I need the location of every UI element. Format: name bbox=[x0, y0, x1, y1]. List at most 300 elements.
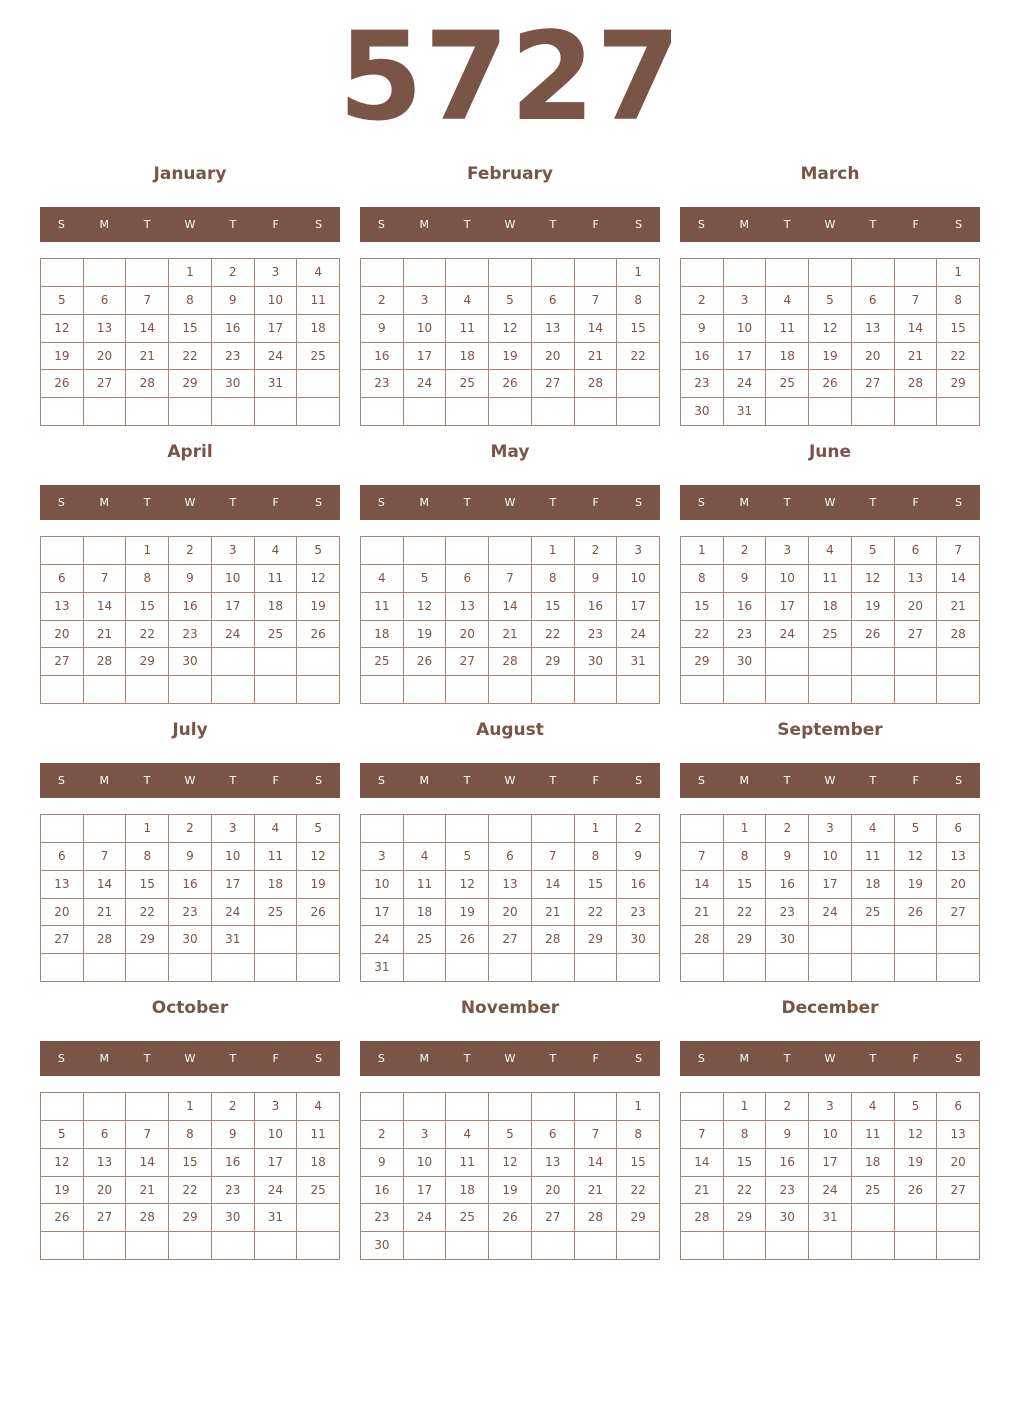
day-cell: 20 bbox=[937, 871, 980, 899]
day-cell: 2 bbox=[724, 537, 767, 565]
day-cell: 6 bbox=[446, 565, 489, 593]
empty-cell bbox=[126, 1232, 169, 1260]
empty-cell bbox=[297, 1204, 340, 1232]
day-cell: 24 bbox=[255, 343, 298, 371]
day-cell: 31 bbox=[212, 926, 255, 954]
empty-cell bbox=[681, 815, 724, 843]
day-cell: 20 bbox=[937, 1149, 980, 1177]
month-title: September bbox=[777, 720, 883, 740]
day-cell: 1 bbox=[937, 259, 980, 287]
empty-cell bbox=[41, 537, 84, 565]
day-cell: 18 bbox=[852, 1149, 895, 1177]
day-cell: 22 bbox=[724, 1177, 767, 1205]
weekday-label: T bbox=[549, 774, 557, 787]
day-cell: 13 bbox=[937, 843, 980, 871]
empty-cell bbox=[532, 1232, 575, 1260]
day-cell: 27 bbox=[532, 1204, 575, 1232]
day-cell: 24 bbox=[404, 1204, 447, 1232]
day-cell: 26 bbox=[41, 370, 84, 398]
day-cell: 12 bbox=[809, 315, 852, 343]
day-cell: 29 bbox=[724, 926, 767, 954]
empty-cell bbox=[361, 815, 404, 843]
empty-cell bbox=[41, 676, 84, 704]
empty-cell bbox=[446, 815, 489, 843]
day-cell: 4 bbox=[255, 815, 298, 843]
day-cell: 4 bbox=[446, 287, 489, 315]
day-cell: 12 bbox=[297, 843, 340, 871]
month-title: July bbox=[172, 720, 208, 740]
day-cell: 3 bbox=[212, 537, 255, 565]
empty-cell bbox=[852, 926, 895, 954]
weekday-label: S bbox=[377, 1052, 385, 1065]
weekday-label: S bbox=[635, 1052, 643, 1065]
day-cell: 27 bbox=[852, 370, 895, 398]
day-cell: 15 bbox=[937, 315, 980, 343]
empty-cell bbox=[489, 537, 532, 565]
day-cell: 26 bbox=[895, 1177, 938, 1205]
day-cell: 12 bbox=[489, 1149, 532, 1177]
day-cell: 26 bbox=[297, 899, 340, 927]
day-cell: 7 bbox=[575, 287, 618, 315]
empty-cell bbox=[297, 648, 340, 676]
empty-cell bbox=[169, 954, 212, 982]
empty-cell bbox=[404, 676, 447, 704]
empty-cell bbox=[297, 370, 340, 398]
weekday-label: W bbox=[504, 496, 516, 509]
empty-cell bbox=[852, 1232, 895, 1260]
day-cell: 20 bbox=[852, 343, 895, 371]
day-cell: 13 bbox=[41, 593, 84, 621]
weekday-label: T bbox=[549, 496, 557, 509]
weekday-label: W bbox=[184, 774, 196, 787]
day-cell: 23 bbox=[361, 1204, 404, 1232]
empty-cell bbox=[617, 676, 660, 704]
weekday-label: S bbox=[57, 774, 65, 787]
empty-cell bbox=[212, 1232, 255, 1260]
weekday-label: T bbox=[143, 1052, 151, 1065]
day-cell: 11 bbox=[852, 843, 895, 871]
day-cell: 30 bbox=[681, 398, 724, 426]
day-cell: 9 bbox=[169, 843, 212, 871]
day-cell: 20 bbox=[532, 1177, 575, 1205]
day-cell: 6 bbox=[41, 565, 84, 593]
empty-cell bbox=[212, 954, 255, 982]
empty-cell bbox=[404, 1232, 447, 1260]
day-cell: 30 bbox=[212, 1204, 255, 1232]
day-cell: 5 bbox=[895, 1093, 938, 1121]
day-cell: 9 bbox=[361, 315, 404, 343]
weekday-label: F bbox=[592, 218, 599, 231]
empty-cell bbox=[255, 1232, 298, 1260]
day-cell: 29 bbox=[126, 926, 169, 954]
empty-cell bbox=[84, 815, 127, 843]
weekday-label: F bbox=[592, 1052, 599, 1065]
day-cell: 8 bbox=[126, 565, 169, 593]
empty-cell bbox=[724, 259, 767, 287]
day-cell: 1 bbox=[126, 537, 169, 565]
day-cell: 2 bbox=[169, 537, 212, 565]
day-cell: 24 bbox=[809, 1177, 852, 1205]
day-cell: 22 bbox=[681, 621, 724, 649]
day-cell: 19 bbox=[41, 343, 84, 371]
day-cell: 20 bbox=[84, 1177, 127, 1205]
weekday-label: T bbox=[783, 1052, 791, 1065]
empty-cell bbox=[361, 259, 404, 287]
weekday-label: M bbox=[739, 496, 750, 509]
day-cell: 27 bbox=[41, 648, 84, 676]
weekday-label: S bbox=[635, 218, 643, 231]
day-cell: 18 bbox=[297, 1149, 340, 1177]
day-cell: 31 bbox=[255, 370, 298, 398]
day-cell: 19 bbox=[446, 899, 489, 927]
day-cell: 15 bbox=[575, 871, 618, 899]
day-cell: 15 bbox=[681, 593, 724, 621]
day-cell: 10 bbox=[255, 287, 298, 315]
empty-cell bbox=[766, 676, 809, 704]
day-cell: 5 bbox=[41, 287, 84, 315]
day-cell: 9 bbox=[766, 1121, 809, 1149]
day-cell: 23 bbox=[681, 370, 724, 398]
day-cell: 2 bbox=[361, 287, 404, 315]
day-cell: 14 bbox=[532, 871, 575, 899]
day-cell: 28 bbox=[126, 370, 169, 398]
day-cell: 9 bbox=[681, 315, 724, 343]
empty-cell bbox=[297, 926, 340, 954]
day-cell: 12 bbox=[852, 565, 895, 593]
day-cell: 4 bbox=[297, 259, 340, 287]
day-cell: 21 bbox=[937, 593, 980, 621]
empty-cell bbox=[404, 537, 447, 565]
weekday-label: F bbox=[592, 496, 599, 509]
day-cell: 30 bbox=[766, 1204, 809, 1232]
day-cell: 9 bbox=[361, 1149, 404, 1177]
weekday-label: W bbox=[824, 218, 836, 231]
empty-cell bbox=[446, 676, 489, 704]
day-cell: 22 bbox=[617, 1177, 660, 1205]
day-cell: 12 bbox=[895, 1121, 938, 1149]
empty-cell bbox=[41, 954, 84, 982]
empty-cell bbox=[489, 1093, 532, 1121]
empty-cell bbox=[255, 648, 298, 676]
day-cell: 15 bbox=[126, 871, 169, 899]
empty-cell bbox=[809, 676, 852, 704]
weekday-label: S bbox=[697, 774, 705, 787]
day-cell: 15 bbox=[169, 315, 212, 343]
weekday-label: S bbox=[315, 218, 323, 231]
day-cell: 7 bbox=[84, 843, 127, 871]
day-cell: 25 bbox=[446, 1204, 489, 1232]
weekday-label: T bbox=[869, 774, 877, 787]
empty-cell bbox=[41, 1232, 84, 1260]
day-cell: 24 bbox=[404, 370, 447, 398]
day-cell: 6 bbox=[532, 1121, 575, 1149]
day-cell: 21 bbox=[575, 1177, 618, 1205]
empty-cell bbox=[895, 954, 938, 982]
day-cell: 21 bbox=[84, 621, 127, 649]
empty-cell bbox=[41, 1093, 84, 1121]
weekday-label: T bbox=[869, 1052, 877, 1065]
month-title: December bbox=[781, 998, 879, 1018]
day-cell: 17 bbox=[212, 871, 255, 899]
day-cell: 13 bbox=[41, 871, 84, 899]
weekday-label: T bbox=[143, 774, 151, 787]
day-cell: 3 bbox=[255, 1093, 298, 1121]
weekday-label: S bbox=[955, 496, 963, 509]
day-cell: 4 bbox=[446, 1121, 489, 1149]
weekday-label: F bbox=[912, 774, 919, 787]
weekday-label: F bbox=[272, 1052, 279, 1065]
day-cell: 19 bbox=[297, 871, 340, 899]
day-cell: 22 bbox=[169, 343, 212, 371]
empty-cell bbox=[404, 259, 447, 287]
day-cell: 31 bbox=[617, 648, 660, 676]
empty-cell bbox=[84, 954, 127, 982]
day-cell: 25 bbox=[446, 370, 489, 398]
weekday-label: S bbox=[635, 774, 643, 787]
day-cell: 18 bbox=[852, 871, 895, 899]
day-cell: 4 bbox=[852, 1093, 895, 1121]
day-cell: 14 bbox=[84, 871, 127, 899]
day-cell: 14 bbox=[575, 315, 618, 343]
day-cell: 21 bbox=[126, 1177, 169, 1205]
day-cell: 2 bbox=[575, 537, 618, 565]
day-cell: 5 bbox=[852, 537, 895, 565]
day-cell: 16 bbox=[766, 1149, 809, 1177]
empty-cell bbox=[617, 1232, 660, 1260]
day-cell: 24 bbox=[361, 926, 404, 954]
empty-cell bbox=[126, 1093, 169, 1121]
day-cell: 26 bbox=[895, 899, 938, 927]
day-cell: 26 bbox=[41, 1204, 84, 1232]
day-cell: 7 bbox=[489, 565, 532, 593]
weekday-label: F bbox=[912, 218, 919, 231]
day-cell: 17 bbox=[255, 315, 298, 343]
empty-cell bbox=[255, 676, 298, 704]
day-cell: 16 bbox=[361, 1177, 404, 1205]
day-cell: 30 bbox=[617, 926, 660, 954]
day-cell: 9 bbox=[212, 1121, 255, 1149]
day-cell: 31 bbox=[361, 954, 404, 982]
weekday-label: T bbox=[143, 496, 151, 509]
day-cell: 16 bbox=[617, 871, 660, 899]
weekday-header bbox=[40, 207, 340, 242]
weekday-label: S bbox=[315, 496, 323, 509]
day-cell: 16 bbox=[724, 593, 767, 621]
empty-cell bbox=[126, 676, 169, 704]
day-cell: 28 bbox=[937, 621, 980, 649]
day-cell: 28 bbox=[84, 648, 127, 676]
day-cell: 31 bbox=[255, 1204, 298, 1232]
day-cell: 19 bbox=[895, 871, 938, 899]
weekday-label: M bbox=[99, 496, 110, 509]
weekday-label: M bbox=[739, 1052, 750, 1065]
empty-cell bbox=[169, 398, 212, 426]
day-cell: 16 bbox=[212, 1149, 255, 1177]
day-cell: 1 bbox=[169, 259, 212, 287]
month-title: June bbox=[808, 442, 852, 462]
empty-cell bbox=[575, 1093, 618, 1121]
day-cell: 27 bbox=[489, 926, 532, 954]
day-cell: 27 bbox=[895, 621, 938, 649]
weekday-header bbox=[680, 207, 980, 242]
empty-cell bbox=[681, 1093, 724, 1121]
day-cell: 27 bbox=[41, 926, 84, 954]
empty-cell bbox=[724, 676, 767, 704]
day-cell: 17 bbox=[809, 871, 852, 899]
day-cell: 24 bbox=[617, 621, 660, 649]
day-cell: 28 bbox=[575, 1204, 618, 1232]
day-cell: 30 bbox=[361, 1232, 404, 1260]
weekday-label: S bbox=[315, 774, 323, 787]
day-cell: 25 bbox=[404, 926, 447, 954]
day-cell: 13 bbox=[446, 593, 489, 621]
day-cell: 9 bbox=[617, 843, 660, 871]
day-cell: 18 bbox=[809, 593, 852, 621]
empty-cell bbox=[361, 537, 404, 565]
weekday-label: F bbox=[272, 496, 279, 509]
day-cell: 6 bbox=[84, 287, 127, 315]
day-cell: 20 bbox=[489, 899, 532, 927]
day-cell: 26 bbox=[489, 1204, 532, 1232]
weekday-label: W bbox=[824, 496, 836, 509]
day-cell: 1 bbox=[724, 1093, 767, 1121]
day-cell: 18 bbox=[446, 343, 489, 371]
day-cell: 22 bbox=[575, 899, 618, 927]
day-cell: 29 bbox=[126, 648, 169, 676]
weekday-label: T bbox=[869, 496, 877, 509]
day-cell: 25 bbox=[361, 648, 404, 676]
day-cell: 26 bbox=[852, 621, 895, 649]
weekday-header bbox=[40, 1041, 340, 1076]
day-cell: 25 bbox=[766, 370, 809, 398]
day-cell: 21 bbox=[895, 343, 938, 371]
day-cell: 25 bbox=[852, 1177, 895, 1205]
empty-cell bbox=[766, 954, 809, 982]
day-cell: 9 bbox=[724, 565, 767, 593]
day-cell: 2 bbox=[212, 259, 255, 287]
day-cell: 6 bbox=[489, 843, 532, 871]
weekday-label: T bbox=[463, 218, 471, 231]
empty-cell bbox=[255, 926, 298, 954]
day-cell: 12 bbox=[297, 565, 340, 593]
day-cell: 1 bbox=[126, 815, 169, 843]
empty-cell bbox=[681, 954, 724, 982]
weekday-header bbox=[360, 485, 660, 520]
empty-cell bbox=[361, 676, 404, 704]
day-cell: 17 bbox=[766, 593, 809, 621]
day-cell: 19 bbox=[489, 1177, 532, 1205]
empty-cell bbox=[404, 954, 447, 982]
day-cell: 20 bbox=[41, 621, 84, 649]
day-cell: 10 bbox=[724, 315, 767, 343]
day-cell: 15 bbox=[724, 871, 767, 899]
weekday-header bbox=[680, 1041, 980, 1076]
day-cell: 3 bbox=[617, 537, 660, 565]
day-cell: 31 bbox=[724, 398, 767, 426]
day-cell: 10 bbox=[212, 843, 255, 871]
month-title: January bbox=[153, 164, 227, 184]
weekday-header bbox=[680, 485, 980, 520]
day-cell: 3 bbox=[404, 1121, 447, 1149]
day-cell: 14 bbox=[575, 1149, 618, 1177]
weekday-label: W bbox=[824, 1052, 836, 1065]
empty-cell bbox=[361, 1093, 404, 1121]
empty-cell bbox=[809, 954, 852, 982]
day-cell: 18 bbox=[255, 871, 298, 899]
day-cell: 6 bbox=[895, 537, 938, 565]
weekday-label: T bbox=[229, 218, 237, 231]
weekday-label: S bbox=[955, 774, 963, 787]
weekday-label: F bbox=[592, 774, 599, 787]
day-cell: 10 bbox=[617, 565, 660, 593]
empty-cell bbox=[809, 398, 852, 426]
empty-cell bbox=[84, 1093, 127, 1121]
day-cell: 22 bbox=[532, 621, 575, 649]
empty-cell bbox=[84, 537, 127, 565]
day-cell: 17 bbox=[724, 343, 767, 371]
day-cell: 3 bbox=[212, 815, 255, 843]
day-cell: 11 bbox=[255, 843, 298, 871]
month-title: April bbox=[167, 442, 213, 462]
day-cell: 14 bbox=[937, 565, 980, 593]
day-cell: 10 bbox=[404, 315, 447, 343]
day-cell: 11 bbox=[766, 315, 809, 343]
empty-cell bbox=[937, 954, 980, 982]
day-cell: 19 bbox=[895, 1149, 938, 1177]
day-cell: 8 bbox=[532, 565, 575, 593]
day-cell: 20 bbox=[84, 343, 127, 371]
day-cell: 6 bbox=[852, 287, 895, 315]
day-cell: 2 bbox=[617, 815, 660, 843]
empty-cell bbox=[895, 676, 938, 704]
day-cell: 25 bbox=[297, 1177, 340, 1205]
day-cell: 28 bbox=[489, 648, 532, 676]
day-grid bbox=[40, 1092, 340, 1260]
weekday-label: S bbox=[57, 1052, 65, 1065]
day-cell: 15 bbox=[126, 593, 169, 621]
day-cell: 9 bbox=[766, 843, 809, 871]
day-cell: 8 bbox=[617, 287, 660, 315]
day-cell: 23 bbox=[212, 1177, 255, 1205]
weekday-label: M bbox=[99, 218, 110, 231]
day-cell: 3 bbox=[809, 815, 852, 843]
day-cell: 8 bbox=[937, 287, 980, 315]
day-cell: 23 bbox=[575, 621, 618, 649]
day-cell: 1 bbox=[724, 815, 767, 843]
day-cell: 13 bbox=[532, 315, 575, 343]
empty-cell bbox=[617, 954, 660, 982]
empty-cell bbox=[575, 398, 618, 426]
day-cell: 11 bbox=[297, 1121, 340, 1149]
day-cell: 16 bbox=[361, 343, 404, 371]
empty-cell bbox=[937, 926, 980, 954]
weekday-label: W bbox=[184, 496, 196, 509]
empty-cell bbox=[937, 1204, 980, 1232]
weekday-label: W bbox=[824, 774, 836, 787]
weekday-label: T bbox=[549, 1052, 557, 1065]
day-cell: 27 bbox=[446, 648, 489, 676]
empty-cell bbox=[41, 398, 84, 426]
day-cell: 12 bbox=[41, 315, 84, 343]
day-cell: 22 bbox=[169, 1177, 212, 1205]
day-cell: 19 bbox=[489, 343, 532, 371]
day-cell: 12 bbox=[404, 593, 447, 621]
day-cell: 18 bbox=[255, 593, 298, 621]
weekday-label: T bbox=[869, 218, 877, 231]
empty-cell bbox=[446, 954, 489, 982]
day-cell: 7 bbox=[937, 537, 980, 565]
day-cell: 5 bbox=[489, 287, 532, 315]
